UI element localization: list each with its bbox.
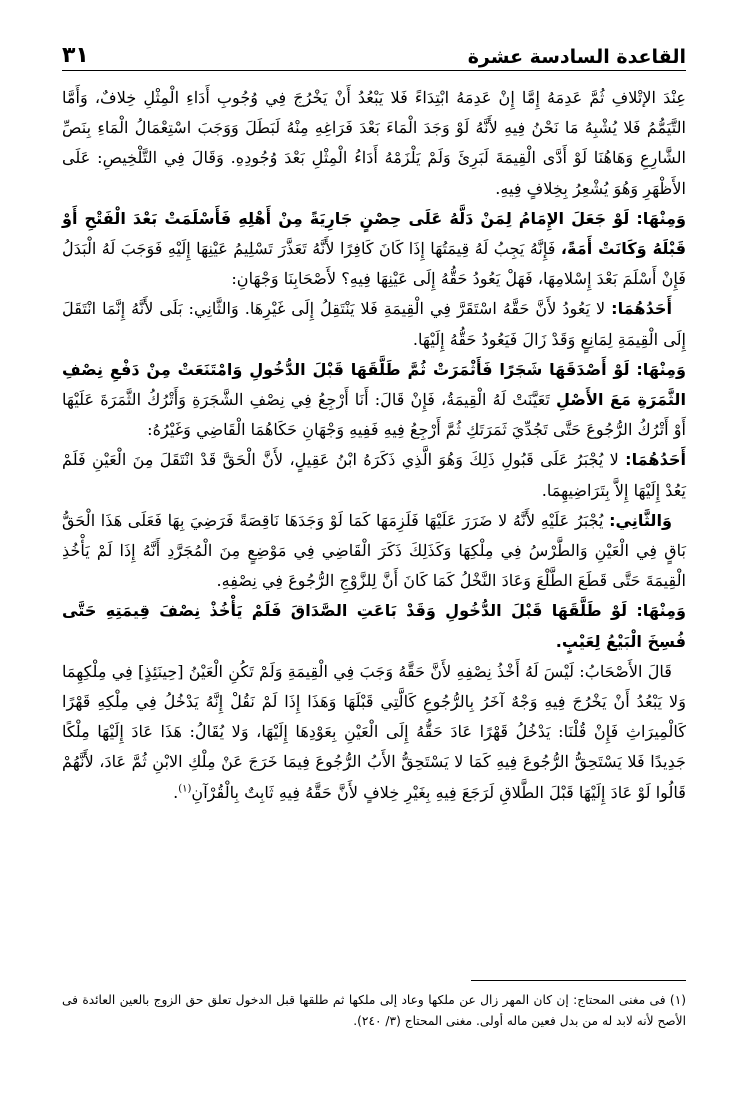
page-header [62, 30, 686, 71]
paragraph-text: يُجْبَرُ عَلَيْهِ لأَنَّهُ لا ضَرَرَ عَلَيْهَا فَلَزِمَهَا كَمَا لَوْ وَجَدَهَا نَاقِصَةً فَرَضِيَ بِهَا فَعَلَى هَذَا الْحَقُّ بَاقٍ فِي الْعَيْنِ وَالطَّرْسُ فِي مِلْكِهَا وَكَذَلِكَ ذَكَرَ الْقَاضِي فِي مَوْضِعٍ مِنَ الْمُجَرَّدِ أَنَّهُ إِذَا لَمْ يَأْخُذِ الْقِيمَةَ حَتَّى قَطَعَ الطَّلْعَ وَعَادَ النَّخْلُ كَمَا كَانَ أَنَّ لِلزَّوْجِ الرُّجُوعَ فِي نِصْفِهِ. [62, 510, 686, 591]
issue-heading: وَمِنْهَا: لَوْ جَعَلَ الإِمَامُ لِمَنْ دَلَّهُ عَلَى حِصْنٍ جَارِيَةً مِنْ أَهْلِهِ فَأَسْلَمَتْ بَعْدَ الْفَتْحِ أَوْ قَبْلَهُ وَكَانَتْ أَمَةً، [62, 208, 687, 259]
footnote: (١) فى مغنى المحتاج: إن كان المهر زال عن ملكها وعاد إلى ملكها ثم طلقها قبل الدخول تعلق حق الزوج بالعين العائدة فى الأصح لأنه لابد له من بدل فعين ماله أولى. مغنى المحتاج (٣/ ٢٤٠). [62, 993, 686, 1028]
paragraph-text: لا يَعُودُ لأَنَّ حَقَّهُ اسْتَقَرَّ فِي الْقِيمَةِ فَلا يَنْتَقِلُ إِلَى غَيْرِهَا. وَالثَّانِي: بَلَى لأَنَّهُ إِنَّمَا انْتَقَلَ إِلَى الْقِيمَةِ لِمَانِعٍ وَقَدْ زَالَ فَيَعُودُ حَقُّهُ إِلَيْهَا. [62, 299, 686, 349]
paragraph-6 [62, 506, 686, 597]
page-number: ٣١ [62, 43, 89, 68]
paragraph-text: تَعَيَّنَتْ لَهُ الْقِيمَةُ، فَإِنْ قَالَ: أَنَا أَرْجِعُ فِي نِصْفِ الشَّجَرَةِ وَأَتْرُكُ الثَّمَرَةَ عَلَيْهَا أَوْ أَتْرُكُ الرُّجُوعَ حَتَّى تَجُدِّيَ ثَمَرَتَكِ ثُمَّ أَرْجِعُ فِيهِ فَفِيهِ وَجْهَانِ حَكَاهُمَا الْقَاضِي وَغَيْرُهُ: [62, 390, 686, 440]
book-page [62, 30, 686, 1070]
footnote-reference[interactable]: (١) [178, 783, 192, 795]
paragraph-1 [62, 83, 686, 204]
issue-heading: وَمِنْهَا: لَوْ طَلَّقَهَا قَبْلَ الدُّخُولِ وَقَدْ بَاعَتِ الصَّدَاقَ فَلَمْ يَأْخُذْ نِصْفَ قِيمَتِهِ حَتَّى فُسِخَ الْبَيْعُ لِعَيْبٍ. [62, 601, 686, 651]
chapter-title: القاعدة السادسة عشرة [467, 46, 686, 68]
paragraph-text: قَالَ الأَصْحَابُ: لَيْسَ لَهُ أَخْذُ نِصْفِهِ لأَنَّ حَقَّهُ وَجَبَ فِي الْقِيمَةِ وَلَمْ تَكُنِ الْعَيْنُ [حِينَئِذٍ] فِي مِلْكِهِمَا وَلا يَبْعُدُ أَنْ يَخْرُجَ فِيهِ وَجْهٌ آخَرُ بِالرُّجُوعِ كَالَّتِي قَبْلَهَا وَهَذَا إِذَا لَمْ نَقُلْ إِنَّهُ يَدْخُلُ فِي مِلْكِهِ قَهْرًا كَالْمِيرَاثِ فَإِنْ قُلْنَا: يَدْخُلُ قَهْرًا عَادَ حَقُّهُ إِلَى الْعَيْنِ بِعَوْدِهَا إِلَيْهَا، وَلا يُقَالُ: هَذَا عَادَ إِلَيْهَا مِلْكًا جَدِيدًا فَلا يَسْتَحِقُّ الرُّجُوعَ فِيهِ كَمَا لا يَسْتَحِقُّ الأَبُ الرُّجُوعَ فِيمَا خَرَجَ عَنْ مِلْكِ الابْنِ ثُمَّ عَادَ، لأَنَّهُمْ قَالُوا لَوْ عَادَ إِلَيْهَا قَبْلَ الطَّلاقِ لَرَجَعَ فِيهِ بِغَيْرِ خِلافٍ لأَنَّ حَقَّهُ فِيهِ ثَابِتٌ بِالْقُرْآنِ [62, 661, 686, 802]
main-text [62, 83, 686, 808]
issue-heading: وَمِنْهَا: لَوْ أَصْدَقَهَا شَجَرًا فَأَثْمَرَتْ ثُمَّ طَلَّقَهَا قَبْلَ الدُّخُولِ وَامْتَنَعَتْ مِنْ دَفْعِ نِصْفِ الثَّمَرَةِ مَعَ الأَصْلِ [62, 359, 686, 410]
opinion-label: وَالثَّانِي: [609, 510, 672, 530]
opinion-label: أَحَدُهُمَا: [625, 450, 686, 470]
paragraph-5 [62, 445, 686, 505]
opinion-label: أَحَدُهُمَا: [611, 299, 672, 319]
paragraph-2 [62, 204, 686, 295]
paragraph-8: قَالَ الأَصْحَابُ: لَيْسَ لَهُ أَخْذُ نِصْفِهِ لأَنَّ حَقَّهُ وَجَبَ فِي الْقِيمَةِ وَلَمْ تَكُنِ الْعَيْنُ [حِينَئِذٍ] فِي مِلْكِهِمَا وَلا يَبْعُدُ أَنْ يَخْرُجَ فِيهِ وَجْهٌ آخَرُ بِالرُّجُوعِ كَالَّتِي قَبْلَهَا وَهَذَا إِذَا لَمْ نَقُلْ إِنَّهُ يَدْخُلُ فِي مِلْكِهِ قَهْرًا كَالْمِيرَاثِ فَإِنْ قُلْنَا: يَدْخُلُ قَهْرًا عَادَ حَقُّهُ إِلَى الْعَيْنِ بِعَوْدِهَا إِلَيْهَا، وَلا يُقَالُ: هَذَا عَادَ إِلَيْهَا مِلْكًا جَدِيدًا فَلا يَسْتَحِقُّ الرُّجُوعَ فِيهِ كَمَا لا يَسْتَحِقُّ الأَبُ الرُّجُوعَ فِيمَا خَرَجَ عَنْ مِلْكِ الابْنِ ثُمَّ عَادَ، لأَنَّهُمْ قَالُوا لَوْ عَادَ إِلَيْهَا قَبْلَ الطَّلاقِ لَرَجَعَ فِيهِ بِغَيْرِ خِلافٍ لأَنَّ حَقَّهُ فِيهِ ثَابِتٌ بِالْقُرْآنِ$^{(١)}$. [62, 661, 686, 802]
footnote-divider [471, 980, 686, 981]
paragraph-4 [62, 355, 686, 446]
paragraph-text: عِنْدَ الإتْلافِ ثُمَّ عَدِمَهُ إِمَّا إِنْ عَدِمَهُ ابْتِدَاءً فَلا يَبْعُدُ أَنْ يَخْرُجَ فِي وُجُوبِ أَدَاءِ الْمِثْلِ خِلافٌ، وَأَمَّا التَّيَمُّمُ فَلا يُشْبِهُ مَا نَحْنُ فِيهِ لأَنَّهُ لَوْ وَجَدَ الْمَاءَ بَعْدَ فَرَاغِهِ مِنْهُ لَبَطَلَ وَوَجَبَ اسْتِعْمَالُ الْمَاءِ بِنَصِّ الشَّارِعِ وَهَاهُنَا لَوْ أَدَّى الْقِيمَةَ لَبَرِئَ وَلَمْ يَلْزَمْهُ أَدَاءُ الْمِثْلِ بَعْدَ وُجُودِهِ. وَقَالَ فِي التَّلْخِيصِ: عَلَى الأَظْهَرِ وَهُوَ يُشْعِرُ بِخِلافٍ فِيهِ. [62, 88, 686, 198]
paragraph-text: لا يُجْبَرُ عَلَى قَبُولِ ذَلِكَ وَهُوَ الَّذِي ذَكَرَهُ ابْنُ عَقِيلٍ، لأَنَّ الْحَقَّ قَدْ انْتَقَلَ مِنَ الْعَيْنِ فَلَمْ يَعُدْ إِلَيْهَا إِلاَّ بِتَرَاضِيهِمَا. [62, 450, 686, 500]
paragraph-text: فَإِنَّهُ يَجِبُ لَهُ قِيمَتُهَا إِذَا كَانَ كَافِرًا لأَنَّهُ تَعَذَّرَ تَسْلِيمُ عَيْنِهَا إِلَيْهِ فَوَجَبَ لَهُ الْبَدَلُ فَإِنْ أَسْلَمَ بَعْدَ إِسْلامِهَا، فَهَلْ يَعُودُ حَقُّهُ إِلَى عَيْنِهَا فِيهِ؟ لأَصْحَابِنَا وَجْهَانِ: [62, 239, 686, 289]
paragraph-7 [62, 596, 686, 656]
paragraph-3 [62, 294, 686, 354]
